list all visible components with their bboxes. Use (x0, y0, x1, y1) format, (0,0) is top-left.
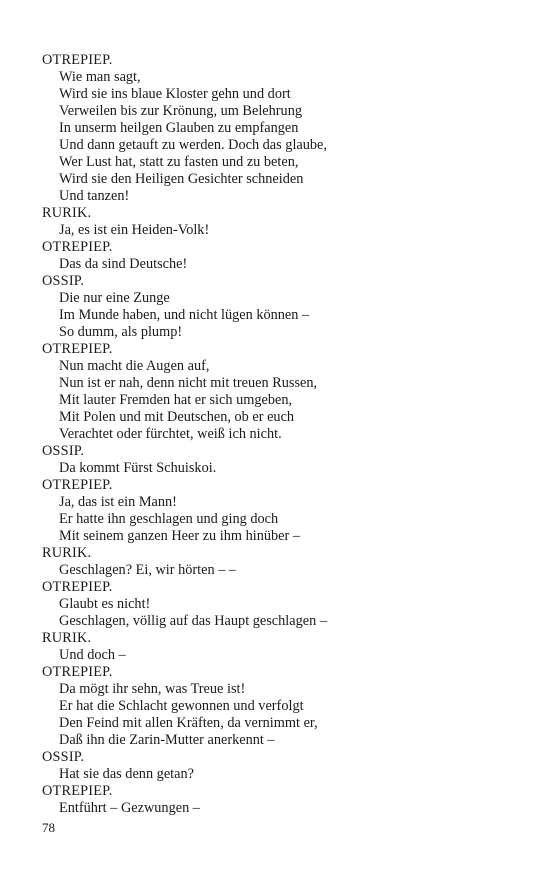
verse-line: Mit seinem ganzen Heer zu ihm hinüber – (59, 528, 300, 544)
speaker-name: OSSIP. (42, 273, 85, 289)
verse-line: Mit Polen und mit Deutschen, ob er euch (59, 409, 295, 425)
verse-line: Im Munde haben, und nicht lügen können – (59, 307, 310, 323)
speaker-name: OTREPIEP. (42, 477, 113, 493)
verse-line: Und doch – (59, 647, 126, 663)
speaker-name: OSSIP. (42, 443, 85, 459)
verse-line: Verweilen bis zur Krönung, um Belehrung (59, 103, 302, 119)
verse-line: Verachtet oder fürchtet, weiß ich nicht. (59, 426, 282, 442)
verse-line: Da mögt ihr sehn, was Treue ist! (59, 681, 246, 697)
verse-line: Das da sind Deutsche! (59, 256, 188, 272)
verse-line: Nun ist er nah, denn nicht mit treuen Russen, (59, 375, 318, 391)
speaker-name: OTREPIEP. (42, 664, 113, 680)
speaker-name: RURIK. (42, 630, 92, 646)
dialogue-text-block (42, 52, 512, 817)
speaker-name: OTREPIEP. (42, 52, 113, 68)
verse-line: Wer Lust hat, statt zu fasten und zu beten, (59, 154, 299, 170)
verse-line: In unserm heilgen Glauben zu empfangen (59, 120, 299, 136)
verse-line: Die nur eine Zunge (59, 290, 170, 306)
verse-line: Nun macht die Augen auf, (59, 358, 210, 374)
verse-line: Er hat die Schlacht gewonnen und verfolgt (59, 698, 304, 714)
verse-line: Geschlagen? Ei, wir hörten – – (59, 562, 237, 578)
speaker-name: OTREPIEP. (42, 579, 113, 595)
verse-line: Er hatte ihn geschlagen und ging doch (59, 511, 279, 527)
verse-line: Da kommt Fürst Schuiskoi. (59, 460, 217, 476)
verse-line: Mit lauter Fremden hat er sich umgeben, (59, 392, 293, 408)
speaker-name: OTREPIEP. (42, 341, 113, 357)
verse-line: Den Feind mit allen Kräften, da vernimmt er, (59, 715, 318, 731)
page-number: 78 (42, 820, 55, 835)
verse-line: Wird sie ins blaue Kloster gehn und dort (59, 86, 291, 102)
verse-line: Und dann getauft zu werden. Doch das glaube, (59, 137, 327, 153)
verse-line: Entführt – Gezwungen – (59, 800, 200, 816)
speaker-name: OSSIP. (42, 749, 85, 765)
verse-line: Wird sie den Heiligen Gesichter schneiden (59, 171, 304, 187)
speaker-name: RURIK. (42, 205, 92, 221)
verse-line: Glaubt es nicht! (59, 596, 151, 612)
verse-line: Hat sie das denn getan? (59, 766, 194, 782)
verse-line: Geschlagen, völlig auf das Haupt geschlagen – (59, 613, 327, 629)
speaker-name: RURIK. (42, 545, 92, 561)
verse-line: Ja, es ist ein Heiden-Volk! (59, 222, 210, 238)
verse-line: Daß ihn die Zarin-Mutter anerkennt – (59, 732, 275, 748)
verse-line: So dumm, als plump! (59, 324, 183, 340)
verse-line: Und tanzen! (59, 188, 130, 204)
verse-line: Wie man sagt, (59, 69, 141, 85)
verse-line: Ja, das ist ein Mann! (59, 494, 177, 510)
speaker-name: OTREPIEP. (42, 783, 113, 799)
speaker-name: OTREPIEP. (42, 239, 113, 255)
